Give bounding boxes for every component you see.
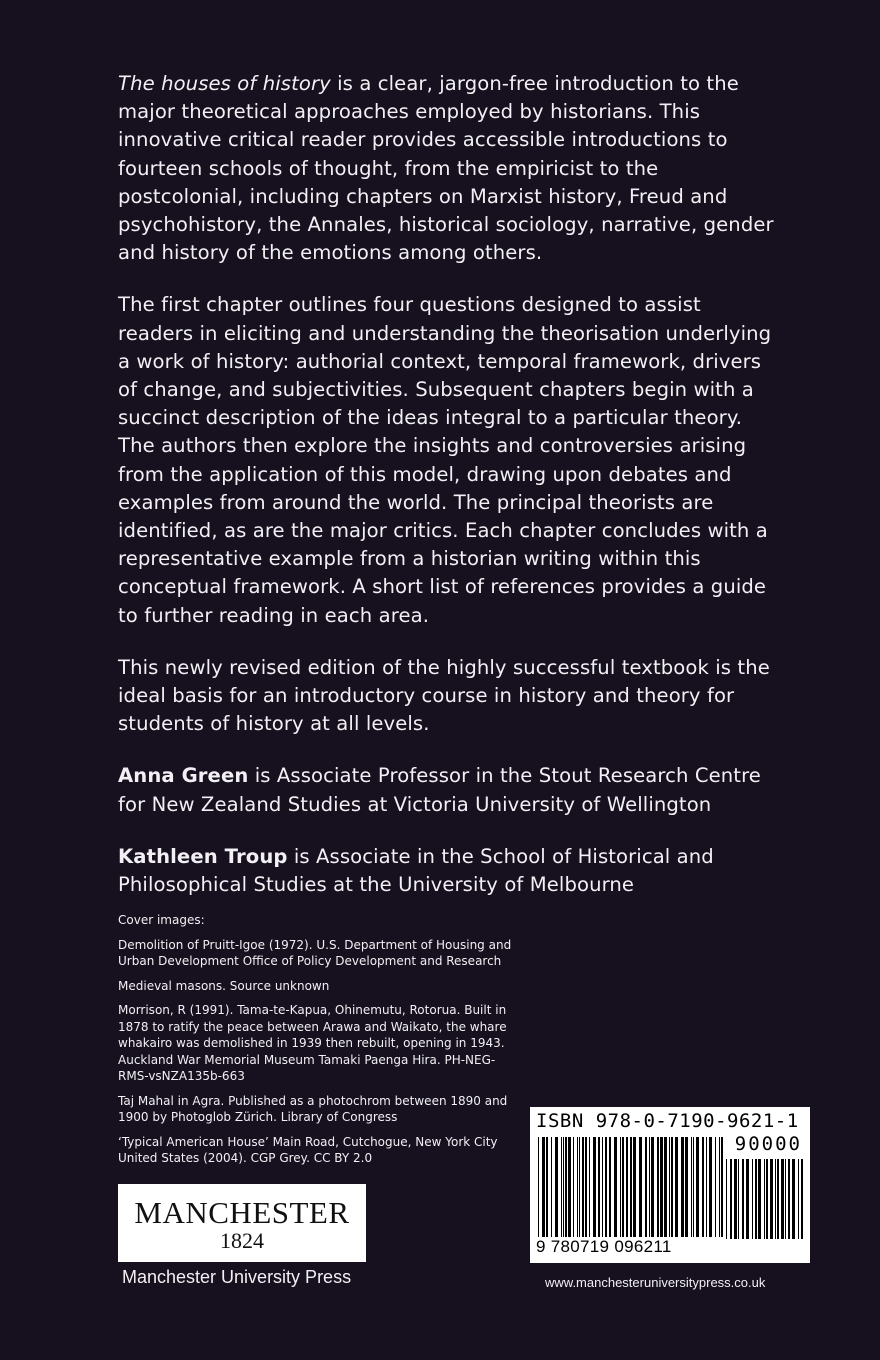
barcode-bar [639,1137,642,1237]
barcode-bar [681,1137,684,1237]
barcode-bar [734,1159,737,1239]
author-name: Anna Green [118,764,249,788]
barcode-bar [660,1137,663,1237]
barcode-bar [691,1137,692,1237]
addon-barcode-bars [726,1159,804,1239]
barcode-bar [593,1137,596,1237]
barcode-bar [788,1159,790,1239]
barcode-bar [709,1137,712,1237]
barcode-bar [577,1137,578,1237]
barcode-bar [664,1137,667,1237]
barcode-digits: 9 780719 096211 [536,1237,672,1256]
author-name: Kathleen Troup [118,844,288,868]
barcode-bar [721,1137,723,1237]
barcode-bar [589,1137,590,1237]
credit-item: Demolition of Pruitt-Igoe (1972). U.S. Department of Housing and Urban Development Office of Policy Development and Research [118,937,512,968]
barcode-bar [538,1137,539,1237]
barcode-bar [770,1159,773,1239]
barcode-bar [645,1137,647,1237]
barcode-bar [785,1159,786,1239]
barcode-bar [565,1137,567,1237]
barcode-bar [752,1159,753,1239]
press-name: Manchester University Press [122,1267,352,1287]
barcode-bar [657,1137,659,1237]
logo-name: MANCHESTER [134,1195,350,1230]
barcode-bar [685,1137,688,1237]
isbn-label: ISBN 978-0-7190-9621-1 [536,1110,799,1132]
barcode-bar [609,1137,611,1237]
barcode-bar [798,1159,799,1239]
barcode-bar [792,1159,795,1239]
barcode-bar [777,1159,779,1239]
credit-item: Medieval masons. Source unknown [118,978,330,993]
barcode-bar [605,1137,607,1237]
barcode-bar [719,1137,720,1237]
barcode-bar [622,1137,624,1237]
blurb-paragraph-1: The houses of history is a clear, jargon-free introduction to the major theoretical approaches employed by historians. This innovative critical reader provides accessible introductions to fourteen schools of thought, from the empiricist to the postcolonial, including chapters on Marxist history, Freud and psychohistory, the Annales, historical sociology, narrative, gender and history of the emotions among others. [118,72,774,265]
barcode-bar [746,1159,749,1239]
barcode-bar [766,1159,768,1239]
barcode-bar [675,1137,678,1237]
barcode-bar [781,1159,784,1239]
barcode-bar [542,1137,545,1237]
author-bio: Anna Green is Associate Professor in the Stout Research Centre for New Zealand Studies at Victoria University of Wellington [118,764,761,816]
blurb [118,70,778,923]
author-bio: Kathleen Troup is Associate in the School of Historical and Philosophical Studies at the University of Melbourne [118,844,714,897]
barcode-bar [630,1137,632,1237]
barcode-bar [755,1159,757,1239]
barcode-bar [669,1137,670,1237]
publisher-logo [118,1184,366,1262]
barcode-bar [546,1137,548,1237]
barcode-bar [573,1137,574,1237]
blurb-paragraph-3: This newly revised edition of the highly successful textbook is the ideal basis for an introductory course in history and theory for students of history at all levels. [118,655,770,736]
barcode-bar [671,1137,673,1237]
barcode-bar [563,1137,564,1237]
barcode-bar [561,1137,562,1237]
barcode-bars [538,1137,724,1237]
barcode-bar [626,1137,628,1237]
credit-item: ‘Typical American House’ Main Road, Cutchogue, New York City United States (2004). CGP Grey. CC BY 2.0 [118,1134,498,1165]
barcode-bar [706,1137,707,1237]
book-title: The houses of history [118,72,331,95]
blurb-paragraph-2: The first chapter outlines four questions designed to assist readers in eliciting and understanding the theorisation underlying a work of history: authorial context, temporal framework, drivers of change, and subjectivities. Subsequent chapters begin with a succinct description of the ideas integral to a particular theory. The authors then explore the insights and controversies arising from the application of this model, drawing upon debates and examples from around the world. The principal theorists are identified, as are the major critics. Each chapter concludes with a representative example from a historian writing within this conceptual framework. A short list of references provides a guide to further reading in each area. [118,293,772,627]
credits-heading: Cover images: [118,913,205,927]
barcode-bar [633,1137,636,1237]
barcode-bar [758,1159,761,1239]
barcode-bar [598,1137,600,1237]
credit-item: Taj Mahal in Agra. Published as a photochrom between 1890 and 1900 by Photoglob Zürich. Library of Congress [118,1093,508,1124]
barcode-bar [555,1137,558,1237]
barcode-bar [582,1137,584,1237]
credit-item: Morrison, R (1991). Tama-te-Kapua, Ohinemutu, Rotorua. Built in 1878 to ratify the peace between Arawa and Waikato, the whare whakairo was demolished in 1939 then rebuilt, opening in 1943. Auckland War Memorial Museum Tamaki Paenga Hira. PH-NEG-RMS-vsNZA135b-663 [118,1003,507,1083]
logo-year: 1824 [220,1228,264,1253]
barcode-bar [649,1137,650,1237]
barcode-bar [738,1159,739,1239]
barcode-bar [764,1159,765,1239]
barcode-bar [651,1137,654,1237]
barcode-bar [585,1137,587,1237]
price-addon: 90000 [734,1133,802,1155]
cover-image-credits [118,912,518,1175]
barcode-bar [696,1137,699,1237]
barcode-bar [620,1137,621,1237]
barcode-bar [602,1137,603,1237]
barcode-bar [715,1137,716,1237]
barcode-bar [614,1137,617,1237]
barcode-bar [742,1159,744,1239]
barcode-bar [726,1159,727,1239]
publisher-website: www.manchesteruniversitypress.co.uk [545,1275,766,1290]
barcode-bar [551,1137,552,1237]
barcode-bar [702,1137,704,1237]
barcode-bar [801,1159,803,1239]
barcode-bar [730,1159,732,1239]
barcode-bar [579,1137,580,1237]
barcode-bar [568,1137,571,1237]
barcode [530,1107,810,1263]
barcode-bar [693,1137,694,1237]
barcode-bar [775,1159,776,1239]
